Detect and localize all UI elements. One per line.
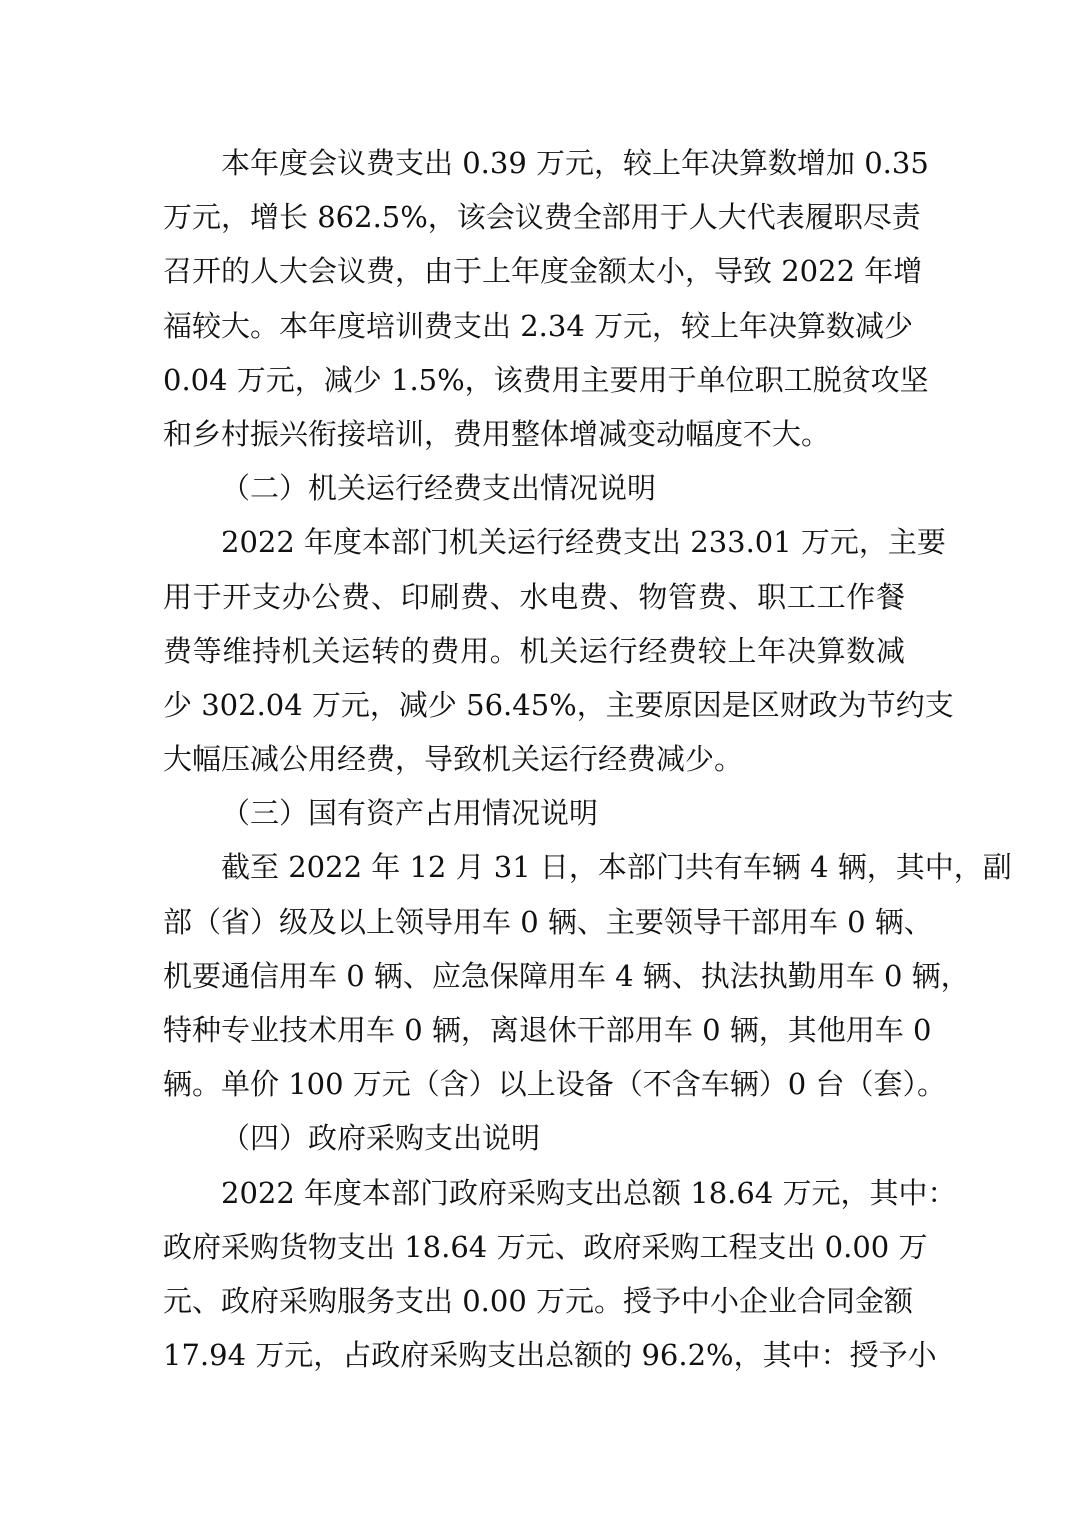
paragraph-line: 召开的人大会议费，由于上年度金额太小，导致 2022 年增	[163, 254, 923, 289]
paragraph-line: 万元，增长 862.5%，该会议费全部用于人大代表履职尽责	[163, 200, 921, 235]
paragraph-line: 2022 年度本部门机关运行经费支出 233.01 万元，主要	[221, 525, 946, 560]
paragraph-line: 和乡村振兴衔接培训，费用整体增减变动幅度不大。	[163, 416, 831, 451]
section-heading-2: （二）机关运行经费支出情况说明	[221, 471, 657, 506]
paragraph-line: 辆。单价 100 万元（含）以上设备（不含车辆）0 台（套）。	[163, 1067, 946, 1102]
paragraph-line: 本年度会议费支出 0.39 万元，较上年决算数增加 0.35	[221, 146, 929, 180]
paragraph-line: 元、政府采购服务支出 0.00 万元。授予中小企业合同金额	[163, 1283, 914, 1318]
paragraph-line: 政府采购货物支出 18.64 万元、政府采购工程支出 0.00 万	[163, 1229, 928, 1264]
paragraph-line: 17.94 万元，占政府采购支出总额的 96.2%，其中：授予小	[163, 1338, 937, 1373]
document-body	[163, 136, 1012, 1382]
paragraph-line: 特种专业技术用车 0 辆，离退休干部用车 0 辆，其他用车 0	[163, 1013, 932, 1047]
paragraph-line: 部（省）级及以上领导用车 0 辆、主要领导干部用车 0 辆、	[163, 904, 933, 939]
paragraph-line: 截至 2022 年 12 月 31 日，本部门共有车辆 4 辆，其中，副	[221, 850, 1012, 885]
paragraph-line: 机要通信用车 0 辆、应急保障用车 4 辆、执法执勤用车 0 辆，	[163, 958, 970, 993]
paragraph-line: 福较大。本年度培训费支出 2.34 万元，较上年决算数减少	[163, 308, 914, 343]
paragraph-line: 2022 年度本部门政府采购支出总额 18.64 万元，其中：	[221, 1175, 957, 1210]
paragraph-line: 费等维持机关运转的费用。机关运行经费较上年决算数减	[163, 633, 905, 668]
paragraph-line: 少 302.04 万元，减少 56.45%，主要原因是区财政为节约支	[163, 687, 954, 722]
section-heading-4: （四）政府采购支出说明	[221, 1121, 541, 1156]
paragraph-line: 用于开支办公费、印刷费、水电费、物管费、职工工作餐	[163, 579, 905, 614]
paragraph-line: 大幅压减公用经费，导致机关运行经费减少。	[163, 742, 744, 777]
paragraph-line: 0.04 万元，减少 1.5%，该费用主要用于单位职工脱贫攻坚	[163, 362, 929, 397]
section-heading-3: （三）国有资产占用情况说明	[221, 796, 599, 831]
